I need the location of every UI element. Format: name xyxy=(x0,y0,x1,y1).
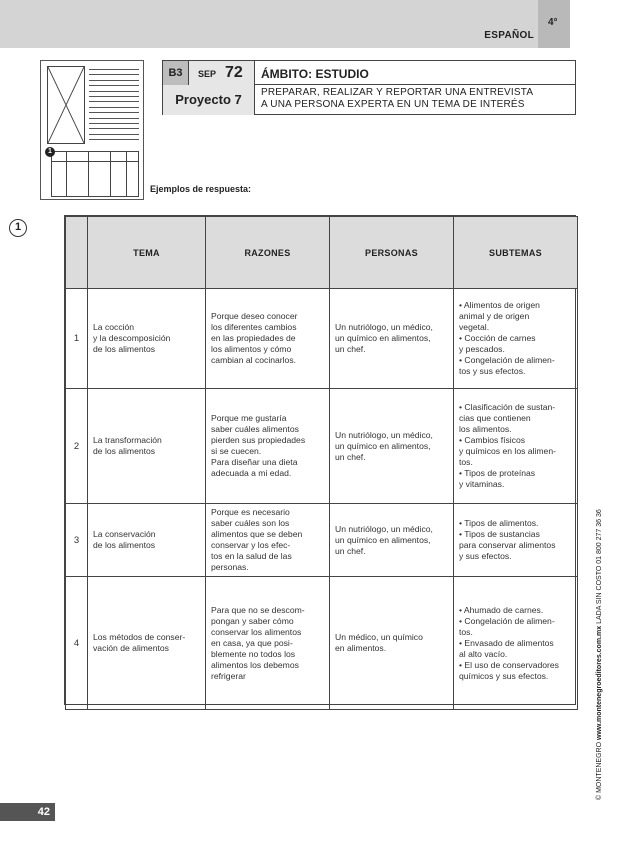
cell-line: • Envasado de alimentos xyxy=(459,637,554,648)
cell-line: químicos y sus efectos. xyxy=(459,670,549,681)
cell-line: Un nutriólogo, un médico, xyxy=(335,429,433,440)
cell-line: La transformación xyxy=(93,435,162,445)
cell-line: conservar y los efec- xyxy=(211,540,291,550)
cell-line: Para diseñar una dieta xyxy=(211,457,298,467)
mini-table-placeholder xyxy=(51,151,139,197)
cell-line: si se cuecen. xyxy=(211,446,262,456)
cell-line: los alimentos. xyxy=(459,424,512,434)
copyright-notice xyxy=(596,509,603,800)
text-lines-placeholder xyxy=(89,69,139,144)
cell-line: vación de alimentos xyxy=(93,643,169,653)
cell-line: y vitaminas. xyxy=(459,479,505,489)
cell-line: pierden sus propiedades xyxy=(211,435,306,445)
cell-line: y químicos en los alimen- xyxy=(459,446,556,456)
cell-line: un chef. xyxy=(335,344,366,354)
cell-line: • Tipos de alimentos. xyxy=(459,518,539,528)
cell-line: saber cuáles alimentos xyxy=(211,424,299,434)
cell-subtemas xyxy=(454,289,578,389)
cell-line: La conservación xyxy=(93,529,156,539)
table-row xyxy=(66,577,578,710)
cell-tema xyxy=(88,577,206,710)
header-subtemas: SUBTEMAS xyxy=(454,217,578,289)
cell-line: animal y de origen xyxy=(459,311,530,321)
cell-line: en las propiedades de xyxy=(211,333,296,343)
cell-line: • Cocción de carnes xyxy=(459,333,536,343)
cell-line: para conservar alimentos xyxy=(459,540,556,550)
table-row xyxy=(66,289,578,389)
header-empty xyxy=(66,217,88,289)
cell-line: pongan y saber cómo xyxy=(211,615,294,626)
cell-line: Porque deseo conocer xyxy=(211,311,298,321)
grade-badge xyxy=(538,0,570,48)
cell-line: personas. xyxy=(211,562,249,572)
project-label: Proyecto 7 xyxy=(163,85,255,115)
cell-line: en alimentos. xyxy=(335,643,387,653)
cell-line: tos. xyxy=(459,626,473,637)
table-row xyxy=(66,504,578,577)
sep-number: 72 xyxy=(225,64,243,81)
cell-line: los alimentos y cómo xyxy=(211,344,292,354)
copyright-brand: © MONTENEGRO xyxy=(596,741,603,800)
cell-line: blemente no todos los xyxy=(211,648,296,659)
examples-label: Ejemplos de respuesta: xyxy=(150,184,252,194)
thumbnail-marker: 1 xyxy=(45,147,55,157)
cell-razones xyxy=(206,289,330,389)
row-number: 3 xyxy=(66,504,88,577)
cell-line: • El uso de conservadores xyxy=(459,659,559,670)
project-info-box xyxy=(162,60,576,115)
cell-personas xyxy=(330,504,454,577)
cell-line: • Cambios físicos xyxy=(459,435,526,445)
cell-line: La cocción xyxy=(93,322,135,332)
cell-subtemas xyxy=(454,504,578,577)
cell-line: • Tipos de sustancias xyxy=(459,529,540,539)
cell-line: y sus efectos. xyxy=(459,551,512,561)
cell-line: tos en la salud de las xyxy=(211,551,292,561)
cell-razones xyxy=(206,577,330,710)
cell-line: conservar los alimentos xyxy=(211,626,302,637)
cell-line: un químico en alimentos, xyxy=(335,333,431,343)
cell-line: Porque es necesario xyxy=(211,507,290,517)
cell-subtemas xyxy=(454,389,578,504)
top-header-bar xyxy=(0,0,560,48)
cell-razones xyxy=(206,389,330,504)
image-placeholder-icon xyxy=(47,66,85,144)
activity-number: 1 xyxy=(9,219,27,237)
cell-personas xyxy=(330,289,454,389)
sep-reference xyxy=(189,61,255,85)
table-row xyxy=(66,389,578,504)
cell-line: alimentos los debemos xyxy=(211,659,299,670)
project-description: PREPARAR, REALIZAR Y REPORTAR UNA ENTREVISTA A UNA PERSONA EXPERTA EN UN TEMA DE INTERÉS xyxy=(261,87,534,110)
cell-line: y la descomposición xyxy=(93,333,171,343)
cell-line: tos y sus efectos. xyxy=(459,366,526,376)
cell-line: un químico en alimentos, xyxy=(335,440,431,451)
cell-personas xyxy=(330,389,454,504)
cell-line: Porque me gustaría xyxy=(211,413,287,423)
page-number: 42 xyxy=(0,803,55,821)
cell-line: de los alimentos xyxy=(93,446,156,456)
cell-tema xyxy=(88,504,206,577)
cell-line: • Congelación de alimen- xyxy=(459,615,555,626)
cell-line: cambian al cocinarlos. xyxy=(211,355,297,365)
cell-personas xyxy=(330,577,454,710)
cell-line: • Alimentos de origen xyxy=(459,300,540,310)
sep-label: SEP xyxy=(198,69,217,79)
cell-line: refrigerar xyxy=(211,670,246,681)
cell-line: • Congelación de alimen- xyxy=(459,355,555,365)
row-number: 1 xyxy=(66,289,88,389)
header-razones: RAZONES xyxy=(206,217,330,289)
answers-table xyxy=(64,215,576,705)
cell-line: un chef. xyxy=(335,451,366,462)
cell-line: Un nutriólogo, un médico, xyxy=(335,322,433,332)
cell-line: en casa, ya que posi- xyxy=(211,637,293,648)
grade-label: 4° xyxy=(548,17,558,28)
copyright-url: www.montenegroeditores.com.mx xyxy=(596,625,603,740)
row-number: 2 xyxy=(66,389,88,504)
cell-line: Un médico, un químico xyxy=(335,632,423,642)
cell-line: • Ahumado de carnes. xyxy=(459,604,544,615)
block-badge: B3 xyxy=(163,61,189,85)
header-personas: PERSONAS xyxy=(330,217,454,289)
cell-line: Un nutriólogo, un médico, xyxy=(335,523,433,534)
cell-line: y pescados. xyxy=(459,344,505,354)
cell-tema xyxy=(88,289,206,389)
cell-line: adecuada a mi edad. xyxy=(211,468,292,478)
cell-line: un químico en alimentos, xyxy=(335,534,431,545)
cell-line: los diferentes cambios xyxy=(211,322,297,332)
cell-line: de los alimentos xyxy=(93,344,156,354)
cell-tema xyxy=(88,389,206,504)
header-tema: TEMA xyxy=(88,217,206,289)
cell-line: • Tipos de proteínas xyxy=(459,468,536,478)
cell-line: Para que no se descom- xyxy=(211,604,305,615)
cell-razones xyxy=(206,504,330,577)
subject-label: ESPAÑOL xyxy=(484,30,534,41)
table-header-row xyxy=(66,217,578,289)
cell-line: tos. xyxy=(459,457,473,467)
cell-line: cias que contienen xyxy=(459,413,531,423)
ambito-title: ÁMBITO: ESTUDIO xyxy=(261,67,369,81)
copyright-phone: LADA SIN COSTO 01 800 277 36 36 xyxy=(596,509,603,624)
cell-line: Los métodos de conser- xyxy=(93,632,186,642)
cell-line: vegetal. xyxy=(459,322,490,332)
cell-line: alimentos que se deben xyxy=(211,529,303,539)
row-number: 4 xyxy=(66,577,88,710)
cell-line: • Clasificación de sustan- xyxy=(459,402,556,412)
cell-line: de los alimentos xyxy=(93,540,156,550)
page-thumbnail xyxy=(40,60,144,200)
cell-line: saber cuáles son los xyxy=(211,518,290,528)
cell-line: al alto vacío. xyxy=(459,648,508,659)
cell-subtemas xyxy=(454,577,578,710)
cell-line: un chef. xyxy=(335,545,366,556)
